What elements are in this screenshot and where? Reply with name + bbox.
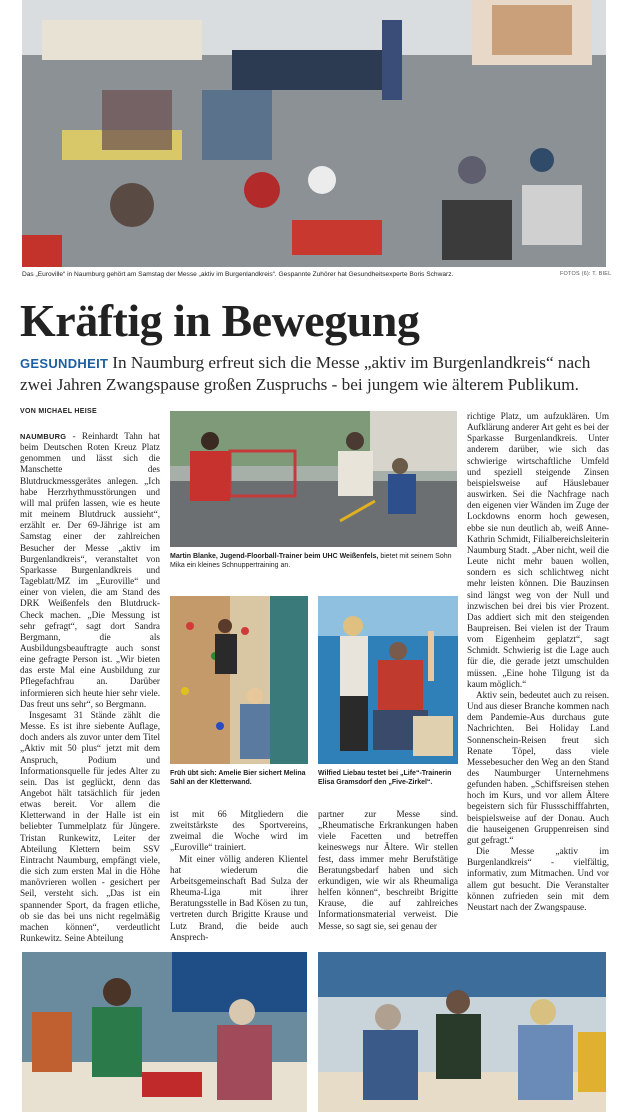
- article-column-3: [318, 809, 458, 931]
- column4-paragraph-1: richtige Platz, um aufzuklären. Um Aufklärung anderer Art geht es bei der Sparkasse Burgenlandkreis. Unter anderem darüber, wie sich das schwierige wirtschaftliche Umfeld und speziell steigende Zinsen beispielsweise auf Häuslebauer auswirken. Sei die Nachfrage nach den eigenen vier Wänden im Zuge der Lockdowns enorm hoch gewesen, ebbe sie nun deutlich ab, weiß Anne-Kathrin Schmidt, Filialbereichsleiterin Naumburg Stadt. „Aber nicht, weil die Leute nicht mehr bauen wollen, sondern es sich schlichtweg nicht mehr leisten können. Die Bauzinsen sind längst weg von der Null und inzwischen bei drei bis vier Prozent. Das addiert sich mit den steigenden Baupreisen. Bei vielen ist der Traum vom Eigenheim geplatzt“, sagt Schmidt. Schwierig ist die Lage auch für die, die gerade jetzt umschulden müssen. „Eine hohe Tilgung ist da kaum möglich.“: [467, 411, 609, 689]
- article-column-1: [20, 431, 160, 944]
- floorball-photo: [170, 411, 457, 547]
- column1-paragraph-1: - Reinhardt Tahn hat beim Deutschen Roten Kreuz Platz genommen und lässt sich die Manschette des Blutdruckmessgerätes anlegen. „Ich habe Herzrhythmusstörungen und will mal prüfen lassen, wie es heute mit meinem Blutdruck aussieht“, erzählt er. Der 69-Jährige ist am Samstag einer der zahlreichen Besucher der Messe „aktiv im Burgenlandkreis“, veranstaltet von Sparkasse Burgenlandkreis und Tageblatt/MZ im „Euroville“ und einer von vielen, die am Stand des DRK Weißenfels den Blutdruck-Check machen. „Die Messung ist sehr gefragt“, sagt dort Sandra Bergmann, die als Ausbildungsbeauftragte auch sonst eine gefragte Person ist. „Wir bieten das erste Mal eine Ausbildung zur Pflegefachfrau an. Darüber informieren sich heute hier sehr viele. Das freut uns sehr“, so Bergmann.: [20, 431, 160, 709]
- top-photo-hall: [22, 0, 606, 267]
- column1-paragraph-2: Insgesamt 31 Stände zählt die Messe. Es ist ihre siebente Auflage, doch anders als zuvor unter dem Titel „Aktiv mit 50 plus“ jetzt mit dem Anspruch, Podium und Informationsquelle für jedes Alter zu sein. Das ist geglückt, denn das Angebot hält tatsächlich für jeden etwas bereit. Vor allem die Kletterwand in der Halle ist ein beliebter Tummelplatz für Jüngere. Tristan Runkewitz, Leiter der Abteilung Klettern beim SSV Eintracht Naumburg, empfängt viele, die sich zum ersten Mal in die Höhe manövrieren wollen - gesichert per Seil, versteht sich. „Das ist ein spannender Sport, da fragen etliche, ob sie das bei uns nicht regelmäßig machen können“, verdeutlicht Runkewitz. Seine Abteilung: [20, 709, 160, 944]
- headline: Kräftig in Bewegung: [20, 295, 420, 346]
- top-photo-caption: Das „Euroville“ in Naumburg gehört am Samstag der Messe „aktiv im Burgenlandkreis“. Gespannte Zuhörer hat Gesundheitsexperte Boris Schwarz.: [22, 271, 454, 278]
- article-column-2: [170, 809, 308, 942]
- column4-paragraph-2: Aktiv sein, bedeutet auch zu reisen. Und aus dieser Branche kommen nach dem Pandemie-Aus durchaus gute Nachrichten. Bei Holiday Land Sonnenschein-Reisen freut sich Renate Töpel, dass viele Messebesucher den Weg an den Stand des Naumburger Unternehmens gefunden haben. „Schiffsreisen stehen hoch im Kurs, und vor allem Ältere begeistern sich für Flussschifffahrten, beispielsweise auf der Donau. Auch die hauseigenen Gruppenreisen sind gut gefragt.“: [467, 689, 609, 845]
- photo-credit: FOTOS (6): T. BIEL: [560, 271, 612, 277]
- climbing-caption: Früh übt sich: Amelie Bier sichert Melina Sahl an der Kletterwand.: [170, 770, 306, 786]
- floorball-caption: [170, 552, 460, 570]
- column2-paragraph-1: ist mit 66 Mitgliedern die zweitstärkste des Sportvereins, zweimal die Woche wird im „Euroville“ trainiert.: [170, 809, 308, 853]
- lead-text: In Naumburg erfreut sich die Messe „aktiv im Burgenlandkreis“ nach zwei Jahren Zwangspause großen Zuspruchs - bei jungem wie älterem Publikum.: [20, 353, 591, 394]
- life-caption: Wilfied Liebau testet bei „Life“-Trainerin Elisa Gramsdorf den „Five-Zirkel“.: [318, 770, 452, 786]
- section-keyword: GESUNDHEIT: [20, 356, 109, 371]
- column3-paragraph-1: partner zur Messe sind. „Rheumatische Erkrankungen haben viele Facetten und betreffen keineswegs nur Ältere. Wir stellen fest, dass immer mehr Berufstätige Beratungsbedarf haben und sich erkundigen, wie wir als Rheumaliga helfen können“, beschreibt Brigitte Krause, die auf zahlreiches Informationsmaterial verweist. Die Messe, so sagt sie, sei genau der: [318, 809, 458, 931]
- column2-paragraph-2: Mit einer völlig anderen Klientel hat wiederum die Arbeitsgemeinschaft Bad Sulza der Rheuma-Liga mit ihrer Beratungsstelle in Bad Kösen zu tun, vertreten durch Brigitte Krause und Lutz Brand, die beide auch Ansprech-: [170, 853, 308, 942]
- life-trainer-photo: [318, 596, 458, 764]
- column4-paragraph-3: Die Messe „aktiv im Burgenlandkreis“ - vielfältig, informativ, zum Mitmachen. Und vor allem gut besucht. Die Veranstalter können zufrieden sein mit dem Neustart nach der Zwangspause.: [467, 846, 609, 912]
- lead-paragraph: [20, 352, 610, 395]
- floorball-caption-name: Martin Blanke, Jugend-Floorball-Trainer beim UHC Weißenfels,: [170, 553, 379, 560]
- climbing-wall-photo: [170, 596, 308, 764]
- dateline-city: NAUMBURG: [20, 432, 67, 441]
- floorball-caption-text: bietet mit seinem Sohn Mika ein kleines Schnuppertraining an.: [170, 553, 452, 569]
- bottom-right-photo: [318, 952, 606, 1112]
- article-column-4: [467, 411, 609, 912]
- byline: VON MICHAEL HEISE: [20, 408, 97, 415]
- bottom-left-photo: [22, 952, 307, 1112]
